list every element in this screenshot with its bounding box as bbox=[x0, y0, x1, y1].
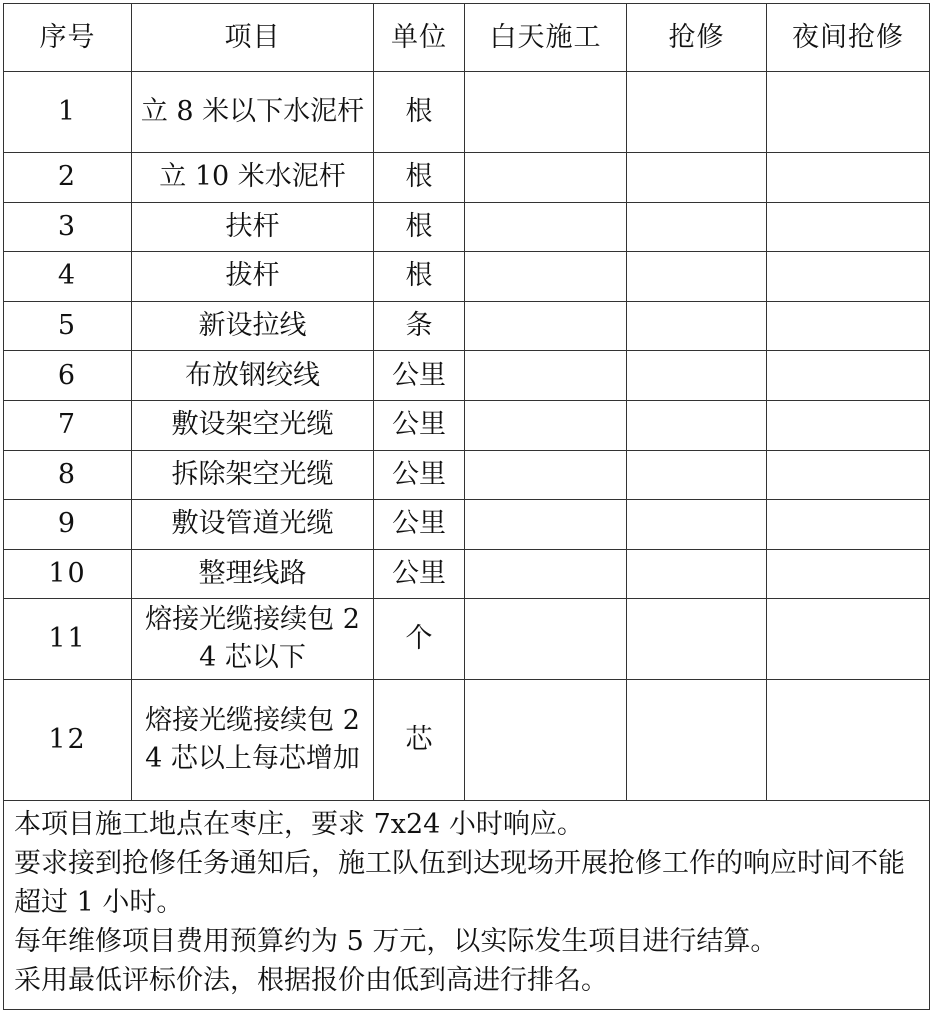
table-row bbox=[4, 680, 930, 801]
cell-night[interactable] bbox=[767, 351, 930, 401]
cell-day[interactable] bbox=[465, 680, 627, 801]
cell-seq: 4 bbox=[4, 252, 132, 302]
cell-night[interactable] bbox=[767, 400, 930, 450]
table-row bbox=[4, 450, 930, 500]
cell-item: 立 8 米以下水泥杆 bbox=[132, 72, 374, 153]
table-row bbox=[4, 549, 930, 599]
table-row bbox=[4, 301, 930, 351]
cell-repair[interactable] bbox=[627, 252, 767, 302]
table-row bbox=[4, 202, 930, 252]
cell-night[interactable] bbox=[767, 680, 930, 801]
cell-repair[interactable] bbox=[627, 202, 767, 252]
cell-seq: 11 bbox=[4, 599, 132, 680]
cell-unit: 根 bbox=[374, 202, 465, 252]
cell-unit: 公里 bbox=[374, 549, 465, 599]
note-line: 采用最低评标价法，根据报价由低到高进行排名。 bbox=[14, 965, 608, 997]
cell-unit: 公里 bbox=[374, 500, 465, 550]
cell-night[interactable] bbox=[767, 500, 930, 550]
cell-repair[interactable] bbox=[627, 72, 767, 153]
cell-item: 敷设架空光缆 bbox=[132, 400, 374, 450]
notes-row bbox=[4, 801, 930, 1010]
cell-unit: 条 bbox=[374, 301, 465, 351]
cell-repair[interactable] bbox=[627, 680, 767, 801]
cell-item: 敷设管道光缆 bbox=[132, 500, 374, 550]
cell-item: 整理线路 bbox=[132, 549, 374, 599]
col-header-repair: 抢修 bbox=[627, 4, 767, 72]
cell-item: 布放钢绞线 bbox=[132, 351, 374, 401]
header-row bbox=[4, 4, 930, 72]
cell-day[interactable] bbox=[465, 351, 627, 401]
cell-day[interactable] bbox=[465, 450, 627, 500]
cell-repair[interactable] bbox=[627, 351, 767, 401]
table-row bbox=[4, 351, 930, 401]
col-header-night: 夜间抢修 bbox=[767, 4, 930, 72]
cell-day[interactable] bbox=[465, 549, 627, 599]
note-line: 本项目施工地点在枣庄，要求 7x24 小时响应。 bbox=[14, 809, 584, 841]
col-header-day: 白天施工 bbox=[465, 4, 627, 72]
price-table bbox=[3, 3, 930, 1010]
cell-item: 熔接光缆接续包 24 芯以下 bbox=[132, 599, 374, 680]
cell-seq: 10 bbox=[4, 549, 132, 599]
cell-repair[interactable] bbox=[627, 400, 767, 450]
cell-day[interactable] bbox=[465, 153, 627, 203]
table-row bbox=[4, 252, 930, 302]
cell-day[interactable] bbox=[465, 252, 627, 302]
cell-seq: 5 bbox=[4, 301, 132, 351]
cell-day[interactable] bbox=[465, 72, 627, 153]
cell-repair[interactable] bbox=[627, 599, 767, 680]
cell-unit: 公里 bbox=[374, 400, 465, 450]
table-row bbox=[4, 72, 930, 153]
cell-item: 拆除架空光缆 bbox=[132, 450, 374, 500]
cell-day[interactable] bbox=[465, 301, 627, 351]
col-header-unit: 单位 bbox=[374, 4, 465, 72]
cell-repair[interactable] bbox=[627, 500, 767, 550]
cell-repair[interactable] bbox=[627, 301, 767, 351]
cell-unit: 根 bbox=[374, 153, 465, 203]
cell-seq: 8 bbox=[4, 450, 132, 500]
cell-day[interactable] bbox=[465, 400, 627, 450]
cell-night[interactable] bbox=[767, 153, 930, 203]
col-header-item: 项目 bbox=[132, 4, 374, 72]
cell-unit: 个 bbox=[374, 599, 465, 680]
cell-seq: 3 bbox=[4, 202, 132, 252]
cell-item: 熔接光缆接续包 24 芯以上每芯增加 bbox=[132, 680, 374, 801]
cell-night[interactable] bbox=[767, 450, 930, 500]
cell-night[interactable] bbox=[767, 301, 930, 351]
cell-night[interactable] bbox=[767, 72, 930, 153]
col-header-seq: 序号 bbox=[4, 4, 132, 72]
cell-repair[interactable] bbox=[627, 549, 767, 599]
cell-day[interactable] bbox=[465, 500, 627, 550]
cell-night[interactable] bbox=[767, 599, 930, 680]
cell-item: 立 10 米水泥杆 bbox=[132, 153, 374, 203]
table-row bbox=[4, 500, 930, 550]
cell-unit: 公里 bbox=[374, 351, 465, 401]
cell-seq: 2 bbox=[4, 153, 132, 203]
cell-repair[interactable] bbox=[627, 450, 767, 500]
cell-night[interactable] bbox=[767, 202, 930, 252]
notes-cell bbox=[4, 801, 930, 1010]
cell-unit: 根 bbox=[374, 252, 465, 302]
cell-item: 新设拉线 bbox=[132, 301, 374, 351]
cell-item: 扶杆 bbox=[132, 202, 374, 252]
cell-seq: 12 bbox=[4, 680, 132, 801]
cell-seq: 1 bbox=[4, 72, 132, 153]
note-line: 每年维修项目费用预算约为 5 万元，以实际发生项目进行结算。 bbox=[14, 926, 778, 958]
cell-seq: 9 bbox=[4, 500, 132, 550]
cell-unit: 公里 bbox=[374, 450, 465, 500]
table-row bbox=[4, 153, 930, 203]
cell-night[interactable] bbox=[767, 549, 930, 599]
cell-unit: 根 bbox=[374, 72, 465, 153]
cell-item: 拔杆 bbox=[132, 252, 374, 302]
cell-seq: 7 bbox=[4, 400, 132, 450]
cell-unit: 芯 bbox=[374, 680, 465, 801]
cell-day[interactable] bbox=[465, 599, 627, 680]
cell-day[interactable] bbox=[465, 202, 627, 252]
cell-repair[interactable] bbox=[627, 153, 767, 203]
cell-seq: 6 bbox=[4, 351, 132, 401]
cell-night[interactable] bbox=[767, 252, 930, 302]
table-row bbox=[4, 599, 930, 680]
table-row bbox=[4, 400, 930, 450]
note-line: 要求接到抢修任务通知后，施工队伍到达现场开展抢修工作的响应时间不能超过 1 小时。 bbox=[14, 848, 905, 919]
